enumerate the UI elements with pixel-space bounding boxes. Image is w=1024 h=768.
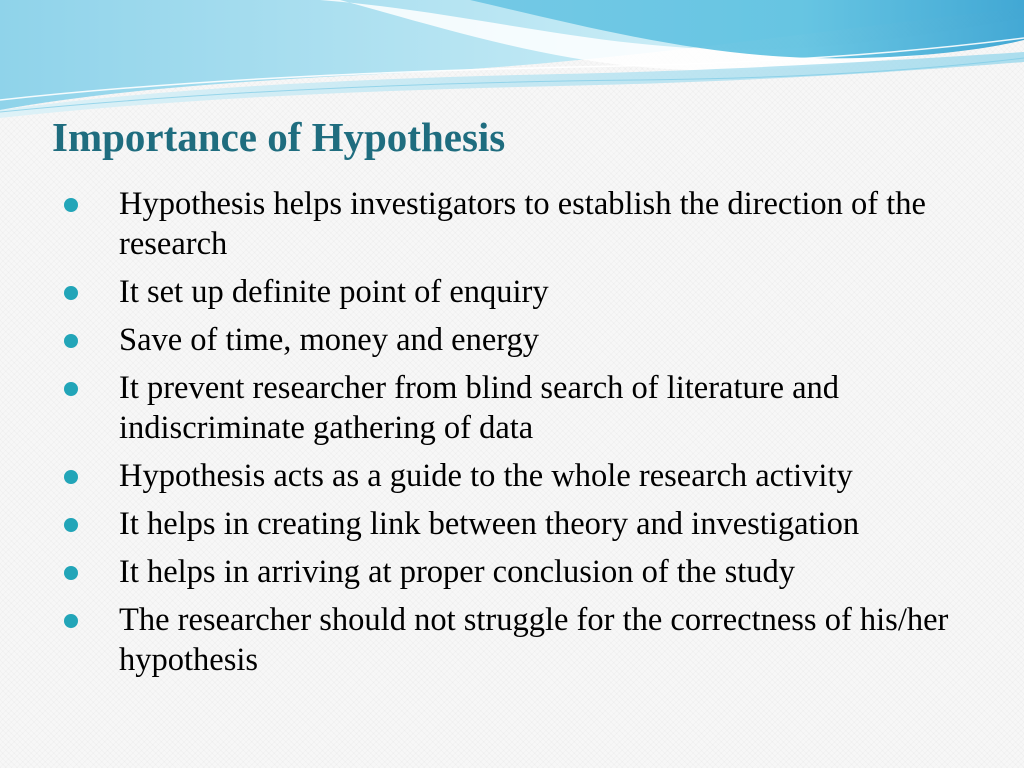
bullet-text: It prevent researcher from blind search of literature and indiscriminate gathering of data — [119, 370, 840, 446]
bullet-list — [0, 184, 1024, 688]
bullet-dot-icon — [64, 198, 78, 212]
bullet-item — [0, 368, 1024, 448]
bullet-item — [0, 456, 1024, 496]
bullet-item — [0, 504, 1024, 544]
bullet-item — [0, 272, 1024, 312]
bullet-dot-icon — [64, 566, 78, 580]
bullet-dot-icon — [64, 518, 78, 532]
bullet-item — [0, 552, 1024, 592]
bullet-item — [0, 320, 1024, 360]
bullet-item — [0, 184, 1024, 264]
bullet-dot-icon — [64, 382, 78, 396]
bullet-text: Hypothesis helps investigators to establish the direction of the research — [119, 186, 926, 262]
bullet-text: It set up definite point of enquiry — [119, 274, 549, 310]
slide-title: Importance of Hypothesis — [52, 114, 506, 160]
bullet-dot-icon — [64, 470, 78, 484]
bullet-item — [0, 600, 1024, 680]
header-wave-decoration — [0, 0, 1024, 120]
bullet-dot-icon — [64, 334, 78, 348]
bullet-text: Hypothesis acts as a guide to the whole research activity — [119, 458, 853, 494]
bullet-text: It helps in creating link between theory and investigation — [119, 506, 860, 542]
bullet-dot-icon — [64, 614, 78, 628]
bullet-text: The researcher should not struggle for the correctness of his/her hypothesis — [119, 602, 949, 678]
bullet-dot-icon — [64, 286, 78, 300]
bullet-text: Save of time, money and energy — [119, 322, 539, 358]
bullet-text: It helps in arriving at proper conclusion of the study — [119, 554, 796, 590]
